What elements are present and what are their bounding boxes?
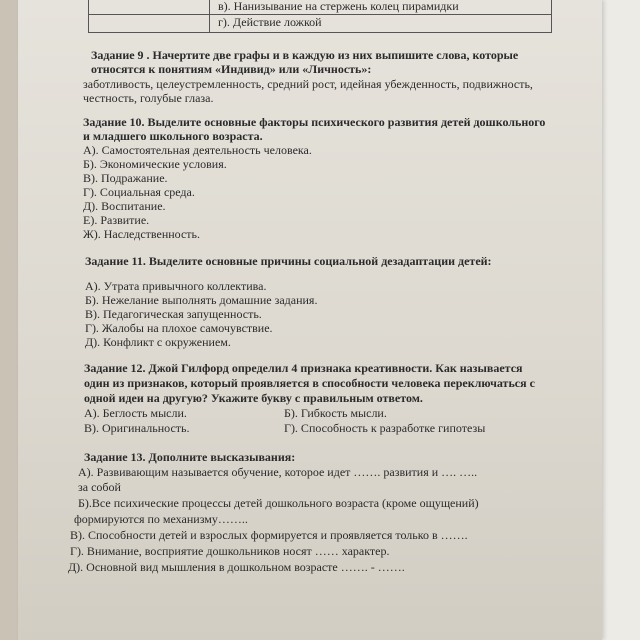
table-row (89, 14, 551, 30)
task-12-title-line2: один из признаков, который проявляется в способности человека переключаться с (84, 376, 535, 390)
task-11-option: Г). Жалобы на плохое самочувствие. (85, 321, 273, 335)
task-10-option: Д). Воспитание. (83, 199, 166, 213)
task-9-words-line1: заботливость, целеустремленность, средний рост, идейная убежденность, подвижность, (83, 77, 533, 91)
task-13-item-d: Д). Основной вид мышления в дошкольном возрасте ……. - ……. (68, 560, 405, 574)
task-10-option: Б). Экономические условия. (83, 157, 227, 171)
task-10-option: Е). Развитие. (83, 213, 150, 227)
task-13-item-g: Г). Внимание, восприятие дошкольников носят …… характер. (70, 544, 390, 558)
task-11-option: В). Педагогическая запущенность. (85, 307, 262, 321)
task-13-item-a-line2: за собой (78, 480, 121, 494)
task-13-item-a-line1: А). Развивающим называется обучение, которое идет ……. развития и …. ….. (78, 465, 478, 479)
task-12-option-b: Б). Гибкость мысли. (284, 406, 387, 420)
task-11-title: Задание 11. Выделите основные причины социальной дезадаптации детей: (85, 254, 492, 268)
task-10-title-line2: и младшего школьного возраста. (83, 129, 263, 143)
task-11-option: А). Утрата привычного коллектива. (85, 279, 267, 293)
table-row (89, 0, 551, 15)
task-13-item-v: В). Способности детей и взрослых формируется и проявляется только в ……. (70, 528, 468, 542)
task-10-option: Ж). Наследственность. (83, 227, 201, 241)
task-12-title-line1: Задание 12. Джой Гилфорд определил 4 признака креативности. Как называется (84, 361, 523, 375)
task-12-title-line3: одной идеи на другую? Укажите букву с правильным ответом. (84, 391, 423, 405)
task-13-title: Задание 13. Дополните высказывания: (84, 450, 296, 464)
task-11-option: Б). Нежелание выполнять домашние задания. (85, 293, 318, 307)
underlying-paper-edge (599, 0, 640, 640)
table-row-text: в). Нанизывание на стержень колец пирамидки (218, 0, 459, 13)
task-10-option: В). Подражание. (83, 171, 168, 185)
task-10-option: Г). Социальная среда. (83, 185, 195, 199)
task-9-title-line2: относятся к понятиям «Индивид» или «Личность»: (91, 62, 372, 76)
task-10-title-line1: Задание 10. Выделите основные факторы психического развития детей дошкольного (83, 115, 546, 129)
task-9-words-line2: честность, голубые глаза. (83, 91, 214, 105)
task-10-option: А). Самостоятельная деятельность человека. (83, 143, 312, 157)
task-11-option: Д). Конфликт с окружением. (85, 335, 231, 349)
table-row-text: г). Действие ложкой (218, 15, 322, 29)
task-13-item-b-line2: формируются по механизму…….. (74, 512, 248, 526)
task-12-option-g: Г). Способность к разработке гипотезы (284, 421, 486, 435)
worksheet-page (18, 0, 602, 640)
task-9-title-line1: Задание 9 . Начертите две графы и в каждую из них выпишите слова, которые (91, 48, 519, 62)
task-13-item-b-line1: Б).Все психические процессы детей дошкольного возраста (кроме ощущений) (78, 496, 479, 510)
task-12-option-a: А). Беглость мысли. (84, 406, 187, 420)
task-12-option-v: В). Оригинальность. (84, 421, 190, 435)
answer-table-fragment (88, 0, 552, 33)
